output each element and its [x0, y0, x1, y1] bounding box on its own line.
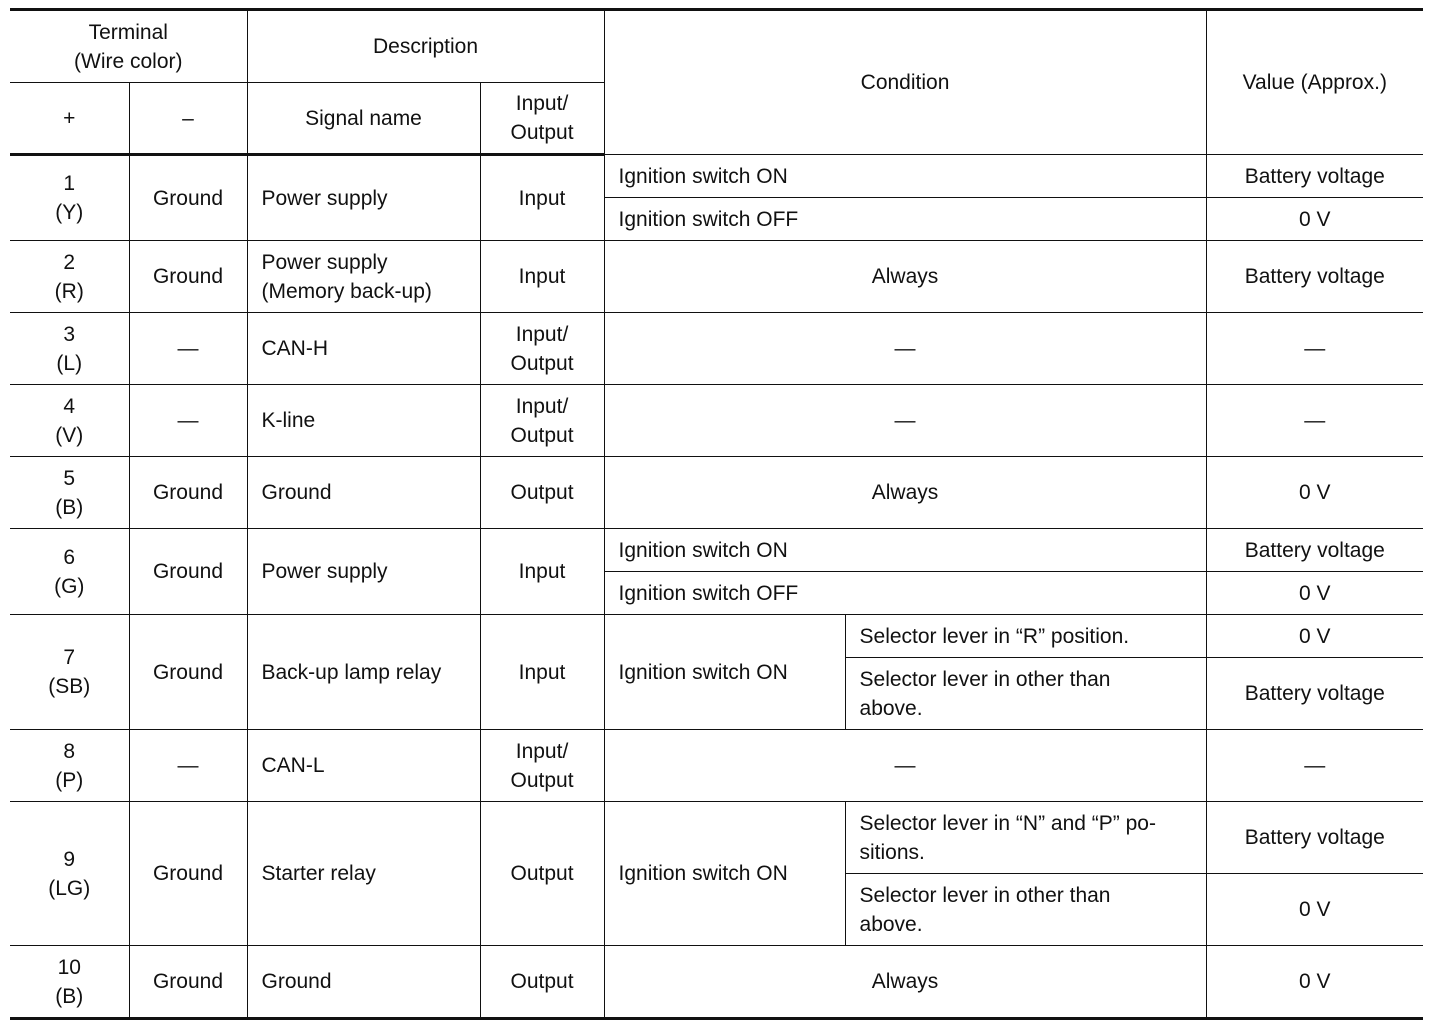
- header-input-output-line: Output: [510, 121, 574, 144]
- input-output: Output: [510, 351, 574, 375]
- condition-cell: Ignition switch ON: [604, 802, 845, 946]
- input-output-cell: [480, 313, 604, 385]
- terminal-number: 3: [63, 322, 76, 346]
- header-input-output: [480, 83, 604, 155]
- header-terminal-line: Terminal: [88, 20, 168, 44]
- input-output-cell: [480, 946, 604, 1019]
- terminal-spec-table: [10, 8, 1423, 1020]
- header-terminal: [10, 10, 247, 83]
- ground-cell: —: [129, 385, 247, 457]
- input-output: Output: [510, 970, 574, 993]
- condition-cell: —: [604, 730, 1206, 802]
- terminal-cell: [10, 241, 129, 313]
- input-output-cell: [480, 457, 604, 529]
- signal-name-cell: [247, 946, 480, 1019]
- condition-cell: Ignition switch ON: [604, 155, 1206, 198]
- terminal-cell: [10, 802, 129, 946]
- terminal-cell: [10, 730, 129, 802]
- value-cell: Battery voltage: [1206, 658, 1423, 730]
- table-row: [10, 802, 1423, 874]
- terminal-number: 10: [57, 955, 81, 979]
- header-value: Value (Approx.): [1206, 10, 1423, 155]
- subcondition-cell: [845, 615, 1206, 658]
- signal-name-cell: [247, 802, 480, 946]
- input-output-cell: [480, 155, 604, 241]
- terminal-spec-table-container: [10, 8, 1423, 1020]
- signal-name: Power supply: [261, 250, 388, 274]
- header-condition: Condition: [604, 10, 1206, 155]
- terminal-cell: [10, 457, 129, 529]
- ground-cell: Ground: [129, 946, 247, 1019]
- terminal-number: 4: [63, 394, 76, 418]
- input-output: Input/: [515, 394, 569, 418]
- subcondition-text: Selector lever in other than: [859, 883, 1111, 907]
- input-output: Input: [518, 265, 566, 288]
- terminal-cell: [10, 615, 129, 730]
- value-cell: Battery voltage: [1206, 529, 1423, 572]
- signal-name: Ground: [261, 970, 332, 993]
- input-output-cell: [480, 802, 604, 946]
- input-output-cell: [480, 730, 604, 802]
- terminal-cell: [10, 529, 129, 615]
- terminal-cell: [10, 155, 129, 241]
- signal-name: CAN-L: [261, 754, 325, 777]
- value-cell: Battery voltage: [1206, 241, 1423, 313]
- input-output: Output: [510, 423, 574, 447]
- wire-color: (LG): [48, 876, 91, 900]
- terminal-number: 1: [63, 172, 76, 195]
- subcondition-text: Selector lever in other than: [859, 667, 1111, 691]
- value-cell: 0 V: [1206, 615, 1423, 658]
- input-output: Input: [518, 560, 566, 583]
- ground-cell: Ground: [129, 241, 247, 313]
- table-row: [10, 457, 1423, 529]
- signal-name-cell: [247, 457, 480, 529]
- input-output: Output: [510, 862, 574, 885]
- header-minus: –: [129, 83, 247, 155]
- wire-color: (P): [55, 768, 84, 792]
- input-output: Output: [510, 768, 574, 792]
- terminal-cell: [10, 313, 129, 385]
- subcondition-text: Selector lever in “R” position.: [859, 624, 1130, 648]
- condition-cell: Ignition switch ON: [604, 529, 1206, 572]
- header-wire-color-line: (Wire color): [74, 49, 183, 73]
- terminal-number: 7: [63, 646, 76, 669]
- value-cell: 0 V: [1206, 198, 1423, 241]
- input-output-cell: [480, 385, 604, 457]
- signal-name-cell: [247, 730, 480, 802]
- wire-color: (SB): [48, 675, 91, 698]
- condition-cell: —: [604, 385, 1206, 457]
- signal-name: (Memory back-up): [261, 279, 432, 303]
- input-output: Input/: [515, 739, 569, 763]
- terminal-number: 8: [63, 739, 76, 763]
- signal-name-cell: [247, 385, 480, 457]
- terminal-cell: [10, 946, 129, 1019]
- table-row: [10, 529, 1423, 572]
- ground-cell: —: [129, 730, 247, 802]
- signal-name: Power supply: [261, 186, 388, 210]
- ground-cell: Ground: [129, 802, 247, 946]
- subcondition-text: sitions.: [859, 840, 925, 864]
- signal-name-cell: [247, 529, 480, 615]
- ground-cell: Ground: [129, 457, 247, 529]
- condition-cell: —: [604, 313, 1206, 385]
- header-plus: +: [10, 83, 129, 155]
- wire-color: (Y): [55, 201, 84, 224]
- terminal-number: 5: [63, 466, 76, 490]
- wire-color: (B): [55, 495, 84, 519]
- terminal-number: 9: [63, 847, 76, 871]
- ground-cell: Ground: [129, 155, 247, 241]
- table-row: [10, 615, 1423, 658]
- signal-name-cell: [247, 155, 480, 241]
- header-description: Description: [247, 10, 604, 83]
- signal-name: Ground: [261, 481, 332, 504]
- value-cell: 0 V: [1206, 874, 1423, 946]
- signal-name: Back-up lamp relay: [261, 660, 442, 684]
- subcondition-cell: [845, 658, 1206, 730]
- header-row-1: [10, 10, 1423, 83]
- value-cell: Battery voltage: [1206, 155, 1423, 198]
- input-output: Input: [518, 660, 566, 684]
- table-row: [10, 946, 1423, 1019]
- header-input-output-line: Input/: [515, 92, 569, 115]
- table-row: [10, 241, 1423, 313]
- signal-name: Starter relay: [261, 862, 376, 885]
- input-output-cell: [480, 615, 604, 730]
- wire-color: (R): [54, 279, 84, 303]
- value-cell: 0 V: [1206, 572, 1423, 615]
- wire-color: (L): [56, 351, 83, 375]
- value-cell: 0 V: [1206, 946, 1423, 1019]
- ground-cell: Ground: [129, 529, 247, 615]
- signal-name-cell: [247, 313, 480, 385]
- value-cell: 0 V: [1206, 457, 1423, 529]
- signal-name: Power supply: [261, 560, 388, 583]
- table-row: [10, 313, 1423, 385]
- value-cell: —: [1206, 313, 1423, 385]
- terminal-number: 2: [63, 250, 76, 274]
- condition-cell: Always: [604, 946, 1206, 1019]
- ground-cell: Ground: [129, 615, 247, 730]
- input-output-cell: [480, 241, 604, 313]
- condition-cell: Always: [604, 457, 1206, 529]
- wire-color: (B): [55, 984, 84, 1008]
- input-output-cell: [480, 529, 604, 615]
- input-output: Output: [510, 481, 574, 504]
- value-cell: Battery voltage: [1206, 802, 1423, 874]
- value-cell: —: [1206, 730, 1423, 802]
- subcondition-text: above.: [859, 696, 923, 720]
- table-row: [10, 155, 1423, 198]
- table-row: [10, 385, 1423, 457]
- signal-name-cell: [247, 241, 480, 313]
- terminal-cell: [10, 385, 129, 457]
- signal-name: CAN-H: [261, 337, 328, 360]
- subcondition-cell: [845, 802, 1206, 874]
- subcondition-cell: [845, 874, 1206, 946]
- header-signal-name: Signal name: [247, 83, 480, 155]
- subcondition-text: above.: [859, 912, 923, 936]
- signal-name-cell: [247, 615, 480, 730]
- input-output: Input/: [515, 322, 569, 346]
- input-output: Input: [518, 186, 566, 210]
- value-cell: —: [1206, 385, 1423, 457]
- ground-cell: —: [129, 313, 247, 385]
- condition-cell: Ignition switch OFF: [604, 198, 1206, 241]
- condition-cell: Ignition switch ON: [604, 615, 845, 730]
- terminal-number: 6: [63, 545, 76, 569]
- wire-color: (G): [54, 574, 85, 598]
- signal-name: K-line: [261, 409, 316, 432]
- subcondition-text: Selector lever in “N” and “P” po-: [859, 811, 1156, 835]
- table-row: [10, 730, 1423, 802]
- condition-cell: Always: [604, 241, 1206, 313]
- wire-color: (V): [55, 423, 84, 447]
- condition-cell: Ignition switch OFF: [604, 572, 1206, 615]
